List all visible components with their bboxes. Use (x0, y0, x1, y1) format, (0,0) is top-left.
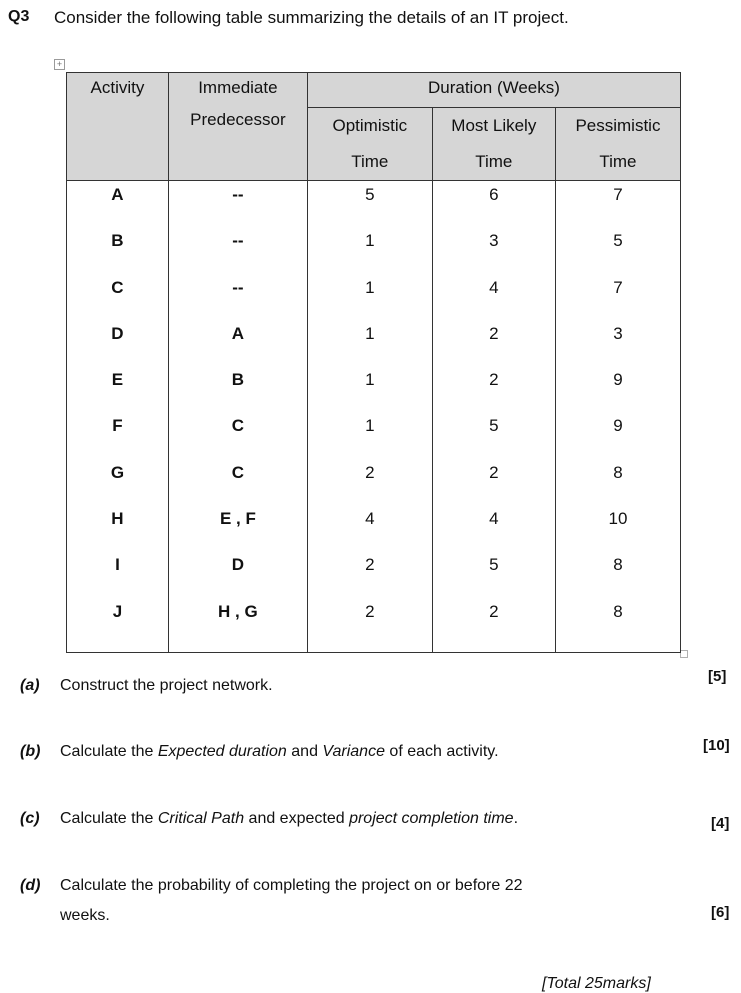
cell-most-likely: 5 (432, 551, 555, 597)
cell-most-likely: 3 (432, 227, 555, 273)
table-row (67, 320, 681, 366)
cell-activity: H (67, 505, 169, 551)
subquestion-label: (a) (20, 677, 40, 694)
cell-predecessor: H , G (168, 598, 307, 653)
cell-activity: C (67, 274, 169, 320)
subquestion-text (60, 810, 518, 828)
subquestion-label: (c) (20, 810, 40, 827)
cell-most-likely: 2 (432, 598, 555, 653)
question-number: Q3 (8, 8, 30, 25)
subquestion-text-part: . (513, 810, 519, 827)
header-most-likely-line1: Most Likely (451, 116, 537, 135)
header-most-likely-line2: Time (475, 152, 513, 171)
cell-most-likely: 4 (432, 505, 555, 551)
cell-predecessor: A (168, 320, 307, 366)
table-row (67, 551, 681, 597)
cell-optimistic: 2 (307, 459, 432, 505)
cell-most-likely: 5 (432, 412, 555, 458)
cell-pessimistic: 3 (555, 320, 680, 366)
cell-pessimistic: 8 (555, 459, 680, 505)
header-optimistic-line1: Optimistic (332, 116, 408, 135)
header-most-likely-time (432, 108, 555, 181)
subquestion-text-part: Calculate the probability of completing the project on or before 22 (60, 877, 523, 894)
table-row (67, 412, 681, 458)
cell-activity: E (67, 366, 169, 412)
cell-predecessor: C (168, 412, 307, 458)
header-pessimistic-line1: Pessimistic (575, 116, 661, 135)
cell-most-likely: 6 (432, 181, 555, 228)
cell-predecessor: -- (168, 181, 307, 228)
header-duration-weeks: Duration (Weeks) (307, 73, 680, 108)
table-row (67, 274, 681, 320)
cell-activity: G (67, 459, 169, 505)
cell-pessimistic: 7 (555, 274, 680, 320)
cell-pessimistic: 7 (555, 181, 680, 228)
subquestion-text (60, 677, 273, 695)
table-move-handle-icon[interactable]: + (54, 59, 65, 70)
table-resize-handle-icon[interactable] (680, 650, 688, 658)
cell-pessimistic: 10 (555, 505, 680, 551)
cell-most-likely: 2 (432, 320, 555, 366)
cell-pessimistic: 8 (555, 598, 680, 653)
table-row (67, 505, 681, 551)
cell-pessimistic: 5 (555, 227, 680, 273)
subquestion-text-part: Calculate the (60, 743, 158, 760)
cell-optimistic: 4 (307, 505, 432, 551)
table-row (67, 598, 681, 653)
cell-most-likely: 2 (432, 459, 555, 505)
cell-pessimistic: 9 (555, 366, 680, 412)
cell-activity: A (67, 181, 169, 228)
cell-most-likely: 4 (432, 274, 555, 320)
cell-optimistic: 1 (307, 412, 432, 458)
subquestion-text (60, 877, 523, 895)
subquestion-label: (b) (20, 743, 41, 760)
header-optimistic-time (307, 108, 432, 181)
cell-optimistic: 1 (307, 366, 432, 412)
header-pessimistic-line2: Time (599, 152, 637, 171)
subquestion-text-emphasis: Variance (322, 743, 385, 760)
subquestion-text-emphasis: Critical Path (157, 810, 245, 827)
table-row (67, 459, 681, 505)
cell-predecessor: E , F (168, 505, 307, 551)
subquestion-text-part: and (286, 743, 323, 760)
total-marks: [Total 25marks] (542, 975, 651, 992)
cell-activity: B (67, 227, 169, 273)
cell-optimistic: 2 (307, 551, 432, 597)
marks-c: [4] (711, 815, 730, 832)
marks-b: [10] (703, 737, 730, 754)
cell-optimistic: 2 (307, 598, 432, 653)
table-header (67, 73, 681, 181)
subquestion-text-part: and expected (244, 810, 350, 827)
cell-predecessor: -- (168, 274, 307, 320)
cell-pessimistic: 9 (555, 412, 680, 458)
subquestion-text-line2: weeks. (60, 907, 110, 924)
cell-optimistic: 1 (307, 227, 432, 273)
table-row (67, 181, 681, 228)
header-immediate-predecessor (168, 73, 307, 181)
header-optimistic-line2: Time (351, 152, 389, 171)
subquestion-text (60, 743, 499, 761)
cell-most-likely: 2 (432, 366, 555, 412)
header-predecessor-line1: Immediate (198, 78, 278, 97)
table-row (67, 227, 681, 273)
subquestion-text-part: Calculate the (60, 810, 158, 827)
subquestion-text-emphasis: Expected duration (157, 743, 287, 760)
question-intro: Consider the following table summarizing the details of an IT project. (54, 8, 569, 27)
table-row (67, 366, 681, 412)
cell-predecessor: B (168, 366, 307, 412)
cell-predecessor: D (168, 551, 307, 597)
cell-optimistic: 1 (307, 274, 432, 320)
table-body (67, 181, 681, 653)
marks-d: [6] (711, 904, 730, 921)
cell-activity: I (67, 551, 169, 597)
subquestion-label: (d) (20, 877, 41, 894)
header-activity: Activity (67, 73, 169, 181)
header-pessimistic-time (555, 108, 680, 181)
cell-activity: J (67, 598, 169, 653)
cell-optimistic: 5 (307, 181, 432, 228)
subquestion-text-part: Construct the project network. (60, 677, 273, 694)
cell-optimistic: 1 (307, 320, 432, 366)
subquestion-text-emphasis: project completion time (349, 810, 514, 827)
cell-activity: F (67, 412, 169, 458)
project-activity-table (66, 72, 681, 653)
marks-a: [5] (708, 668, 727, 685)
cell-activity: D (67, 320, 169, 366)
cell-predecessor: C (168, 459, 307, 505)
cell-predecessor: -- (168, 227, 307, 273)
cell-pessimistic: 8 (555, 551, 680, 597)
header-predecessor-line2: Predecessor (190, 110, 286, 129)
subquestion-text-part: of each activity. (384, 743, 499, 760)
